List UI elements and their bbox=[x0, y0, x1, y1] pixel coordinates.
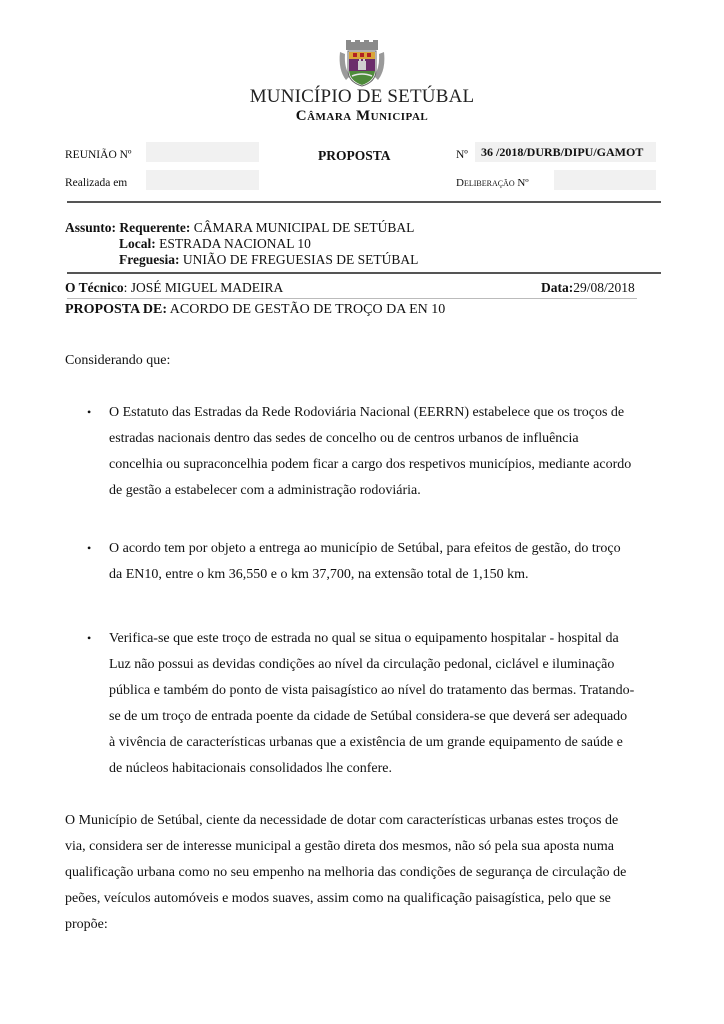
bullet-paragraph bbox=[109, 400, 662, 504]
requerente-value: CÂMARA MUNICIPAL DE SETÚBAL bbox=[193, 220, 415, 235]
bullet-icon: • bbox=[87, 405, 92, 419]
freguesia-label: Freguesia: bbox=[119, 252, 180, 267]
text-line: propõe: bbox=[65, 917, 108, 932]
council-subtitle: Câmara Municipal bbox=[295, 108, 429, 124]
local-line bbox=[119, 236, 311, 252]
text-line: estradas nacionais dentro das sedes de concelho ou de centros urbanos de influência bbox=[109, 431, 579, 446]
bullet-icon: • bbox=[87, 541, 92, 555]
freguesia-value: UNIÃO DE FREGUESIAS DE SETÚBAL bbox=[182, 252, 419, 267]
proposta-de-value: ACORDO DE GESTÃO DE TROÇO DA EN 10 bbox=[167, 302, 446, 317]
text-line: à vivência de características urbanas que a existência de um grande equipamento de saúde e bbox=[109, 735, 623, 750]
reuniao-field[interactable] bbox=[146, 142, 259, 162]
deliberacao-field[interactable] bbox=[554, 170, 656, 190]
text-line: da EN10, entre o km 36,550 e o km 37,700, na extensão total de 1,150 km. bbox=[109, 567, 529, 582]
text-line: de gestão a estabelecer com a administração rodoviária. bbox=[109, 483, 421, 498]
reuniao-label: REUNIÃO Nº bbox=[65, 149, 132, 161]
text-line: peões, veículos automóveis e modos suaves, assim como na qualificação paisagística, pelo que se bbox=[65, 891, 611, 906]
section-divider bbox=[67, 298, 637, 299]
numero-value: 36 /2018/DURB/DIPU/GAMOT bbox=[481, 145, 644, 159]
text-line: O acordo tem por objeto a entrega ao município de Setúbal, para efeitos de gestão, do troço bbox=[109, 541, 621, 556]
realizada-field[interactable] bbox=[146, 170, 259, 190]
deliberacao-value bbox=[554, 173, 560, 187]
date-label: Data: bbox=[541, 280, 574, 295]
numero-field[interactable] bbox=[475, 142, 656, 162]
numero-label: Nº bbox=[456, 149, 468, 161]
tecnico-label: O Técnico bbox=[65, 280, 124, 295]
intro-text: Considerando que: bbox=[65, 353, 171, 368]
assunto-label: Assunto: bbox=[65, 220, 117, 235]
text-line: de núcleos habitacionais consolidados lhe confere. bbox=[109, 761, 393, 776]
requerente-label: Requerente: bbox=[119, 220, 191, 235]
freguesia-line bbox=[119, 252, 418, 268]
text-line: via, considera ser de interesse municipal a gestão direta dos mesmos, não só pela sua aposta numa bbox=[65, 839, 614, 854]
local-value: ESTRADA NACIONAL 10 bbox=[159, 236, 311, 251]
municipal-coat-of-arms-icon bbox=[336, 40, 388, 88]
tecnico-line bbox=[65, 280, 283, 296]
closing-paragraph bbox=[65, 808, 665, 938]
text-line: Luz não possui as devidas condições ao nível da circulação pedonal, ciclável e iluminação bbox=[109, 657, 615, 672]
local-label: Local: bbox=[119, 236, 156, 251]
proposta-de-line bbox=[65, 302, 445, 318]
municipality-title: MUNICÍPIO DE SETÚBAL bbox=[249, 86, 475, 107]
proposta-de-label: PROPOSTA DE: bbox=[65, 302, 168, 317]
text-line: O Município de Setúbal, ciente da necessidade de dotar com características urbanas estes troços de bbox=[65, 813, 619, 828]
doc-type-label: PROPOSTA bbox=[318, 148, 391, 163]
text-line: se de um troço de entrada poente da cidade de Setúbal considera-se que deverá ser adequado bbox=[109, 709, 628, 724]
assunto-requerente-line bbox=[65, 220, 414, 236]
text-line: O Estatuto das Estradas da Rede Rodoviária Nacional (EERRN) estabelece que os troços de bbox=[109, 405, 625, 420]
text-line: pública e também do ponto de vista paisagístico ao nível do tratamento das bermas. Tratando- bbox=[109, 683, 635, 698]
bullet-paragraph bbox=[109, 626, 662, 782]
tecnico-value: : JOSÉ MIGUEL MADEIRA bbox=[123, 280, 284, 295]
bullet-paragraph bbox=[109, 536, 662, 588]
realizada-value bbox=[146, 173, 152, 187]
deliberacao-label: Deliberação Nº bbox=[456, 177, 529, 189]
reuniao-value bbox=[146, 145, 152, 159]
bullet-icon: • bbox=[87, 631, 92, 645]
text-line: qualificação urbana como no seu empenho na melhoria das condições de segurança de circulação de bbox=[65, 865, 627, 880]
section-divider bbox=[67, 201, 661, 203]
text-line: concelhia ou supraconcelhia podem ficar a cargo dos respetivos municípios, mediante acordo bbox=[109, 457, 632, 472]
date-line bbox=[541, 280, 635, 296]
realizada-label: Realizada em bbox=[65, 177, 128, 189]
text-line: Verifica-se que este troço de estrada no qual se situa o equipamento hospitalar - hospital da bbox=[109, 631, 619, 646]
date-value: 29/08/2018 bbox=[573, 280, 635, 295]
section-divider bbox=[67, 272, 661, 274]
